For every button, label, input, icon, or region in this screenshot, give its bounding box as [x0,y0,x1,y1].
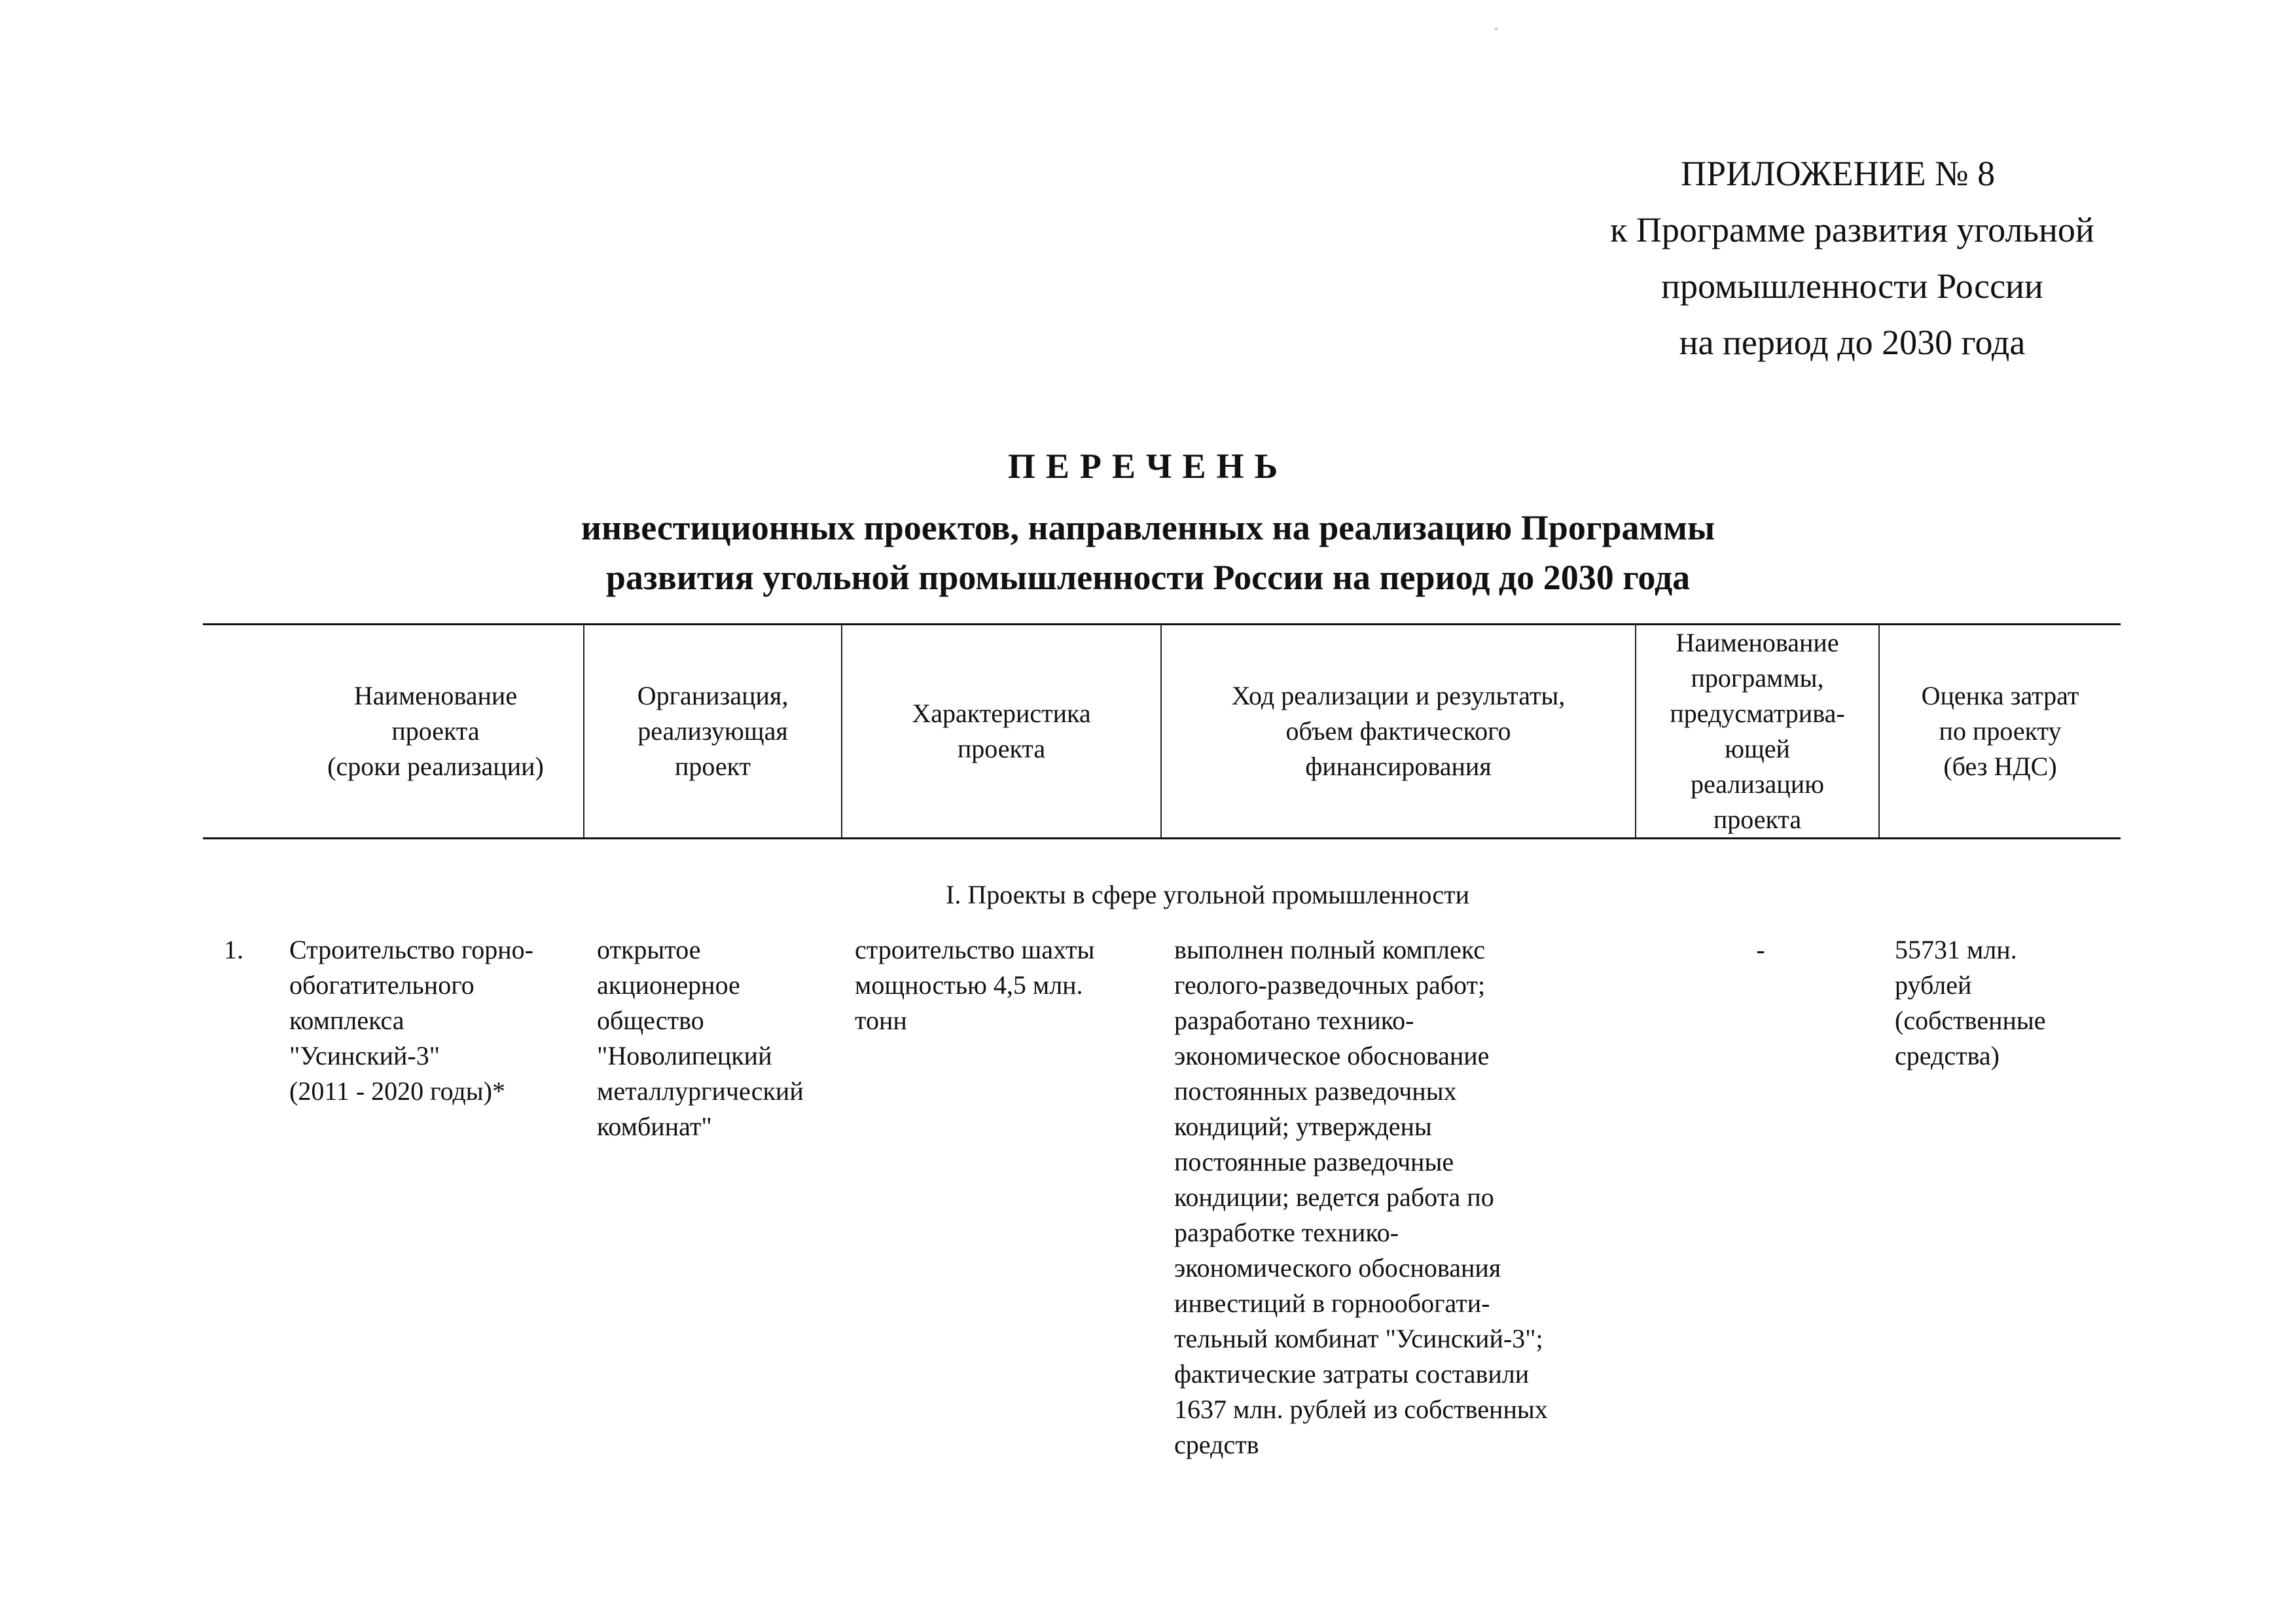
cell-line: кондиций; утверждены [1174,1112,1432,1141]
document-title [0,440,2296,602]
cell-line: открытое [597,935,701,964]
table-row [203,932,2121,1463]
cell-line: общество [597,1006,704,1035]
header-line: Ход реализации и результаты, [1231,681,1566,710]
header-line: предусматрива- [1670,699,1845,728]
cell-line: инвестиций в горнообогати- [1174,1288,1490,1318]
cell-project-name [203,932,584,1463]
cell-line: выполнен полный комплекс [1174,935,1485,964]
header-line: объем фактического [1285,716,1511,746]
cell-line: комбинат" [597,1112,712,1141]
header-line: Наименование [1676,628,1839,657]
cell-line: рублей [1895,970,1972,1000]
cell-line: строительство шахты [855,935,1095,964]
cell-line: экономическое обоснование [1174,1041,1490,1070]
section-title-cell [203,839,2121,933]
title-subtitle [0,503,2296,602]
cell-line: 55731 млн. [1895,935,2017,964]
header-line: по проекту [1939,716,2062,746]
header-line: проект [674,752,751,781]
cell-line: (собственные [1895,1006,2046,1035]
header-line: финансирования [1305,752,1492,781]
header-line: (сроки реализации) [327,752,544,781]
header-program [1636,625,1879,839]
cell-line: обогатительного [289,970,475,1000]
cell-program [1636,932,1879,1463]
cell-line: фактические затраты составили [1174,1359,1530,1389]
header-line: проекта [1713,805,1802,834]
header-organization [584,625,842,839]
appendix-number: ПРИЛОЖЕНИЕ № 8 [1681,154,1996,193]
cell-line: постоянные разведочные [1174,1147,1454,1176]
cell-progress [1161,932,1636,1463]
title-subtitle-line: инвестиционных проектов, направленных на реализацию Программы [581,508,1715,547]
section-title: I. Проекты в сфере угольной промышленности [946,880,1469,909]
cell-line: средств [1174,1430,1259,1459]
section-row [203,839,2121,933]
title-subtitle-line: развития угольной промышленности России на период до 2030 года [605,558,1691,597]
cell-line: (2011 - 2020 годы)* [289,1076,505,1106]
cell-line: комплекса [289,1006,404,1035]
appendix-line: на период до 2030 года [1679,323,2026,362]
appendix-header [1558,145,2147,371]
header-line: ющей [1725,734,1790,763]
header-characteristic [842,625,1161,839]
appendix-line: промышленности России [1661,266,2043,306]
cell-line: - [1756,935,1765,964]
cell-line: тонн [855,1006,907,1035]
cell-line: средства) [1895,1041,2000,1070]
cell-line: разработке технико- [1174,1218,1399,1247]
header-cost [1879,625,2121,839]
cell-line: мощностью 4,5 млн. [855,970,1083,1000]
cell-organization [584,932,842,1463]
cell-characteristic [842,932,1161,1463]
cell-line: кондиции; ведется работа по [1174,1182,1494,1212]
cell-line: тельный комбинат "Усинский-3"; [1174,1324,1543,1353]
table-header-row [203,625,2121,839]
cell-line: экономического обоснования [1174,1253,1501,1283]
header-line: проекта [957,734,1046,763]
cell-line: акционерное [597,970,740,1000]
header-project-name [203,625,584,839]
cell-line: 1637 млн. рублей из собственных [1174,1395,1548,1424]
projects-table-wrap [203,623,2121,1463]
cell-line: "Новолипецкий [597,1041,772,1070]
cell-line: металлургический [597,1076,804,1106]
header-progress [1161,625,1636,839]
projects-table [203,623,2121,1463]
title-main: ПЕРЕЧЕНЬ [1007,447,1289,486]
header-line: реализующая [637,716,788,746]
header-line: программы, [1691,663,1824,693]
header-line: Характеристика [912,699,1091,728]
header-line: (без НДС) [1943,752,2057,781]
header-line: проекта [391,716,480,746]
header-line: реализацию [1691,769,1824,799]
cell-line: Строительство горно- [289,935,533,964]
scan-mark [1495,27,1498,30]
cell-line: разработано технико- [1174,1006,1414,1035]
cell-cost [1879,932,2121,1463]
header-line: Оценка затрат [1921,681,2079,710]
header-line: Организация, [637,681,789,710]
appendix-line: к Программе развития угольной [1610,210,2094,249]
cell-line: постоянных разведочных [1174,1076,1457,1106]
header-line: Наименование [353,681,518,710]
row-number: 1. [224,935,243,964]
cell-line: "Усинский-3" [289,1041,440,1070]
cell-line: геолого-разведочных работ; [1174,970,1486,1000]
